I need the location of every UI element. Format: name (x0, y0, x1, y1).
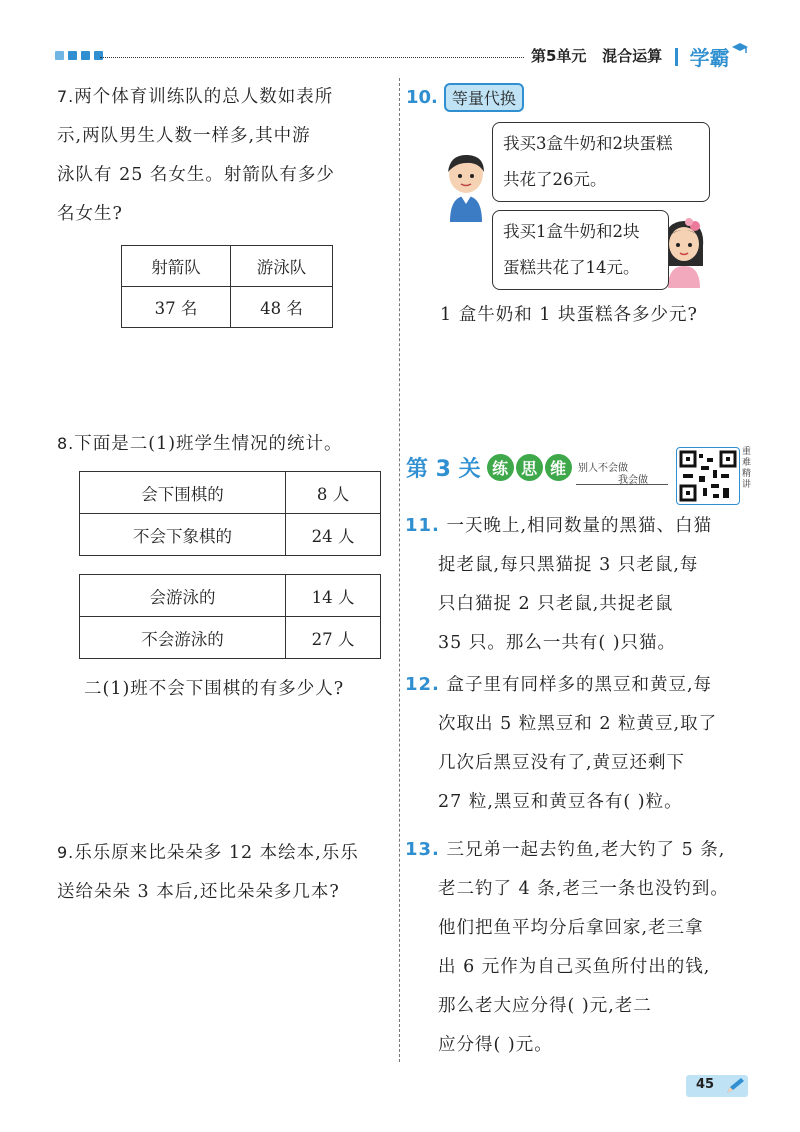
text-line: 乐乐原来比朵朵多 12 本绘本,乐乐 (74, 843, 359, 863)
table-cell: 游泳队 (231, 246, 333, 287)
topic-label: 混合运算 (602, 47, 663, 65)
section-subtitle: 我会做 (618, 475, 648, 486)
topic-tag: 等量代换 (444, 83, 524, 112)
question-number: 11. (405, 515, 440, 536)
table-cell: 24 人 (286, 514, 381, 556)
chess-table (79, 471, 381, 556)
text-line: 只白猫捉 2 只老鼠,共捉老鼠 (438, 594, 674, 614)
question-10-header (406, 83, 524, 112)
brand-logo: 学霸 (689, 46, 730, 70)
unit-label: 第5单元 (531, 47, 587, 65)
text-line: 27 粒,黑豆和黄豆各有( )粒。 (438, 792, 683, 812)
section-char: 练 (487, 454, 514, 481)
text-line: 两个体育训练队的总人数如表所 (74, 87, 334, 107)
table-cell: 会游泳的 (80, 575, 286, 617)
header-separator (675, 48, 678, 66)
section-char: 维 (545, 454, 572, 481)
text-line: 捉老鼠,每只黑猫捉 3 只老鼠,每 (438, 555, 699, 575)
table-cell: 射箭队 (122, 246, 231, 287)
header-title (525, 42, 755, 71)
question-number: 10. (406, 87, 438, 108)
text-line: 盒子里有同样多的黑豆和黄豆,每 (446, 675, 713, 695)
table-cell: 不会下象棋的 (80, 514, 286, 556)
table-cell: 37 名 (122, 287, 231, 328)
table-cell: 27 人 (286, 617, 381, 659)
swim-table (79, 574, 381, 659)
text-line: 那么老大应分得( )元,老二 (438, 996, 652, 1016)
mortarboard-icon (731, 42, 749, 56)
column-divider (399, 78, 400, 1062)
table-cell: 会下围棋的 (80, 472, 286, 514)
question-10-text: 1 盒牛奶和 1 块蛋糕各多少元? (440, 305, 698, 325)
text-line: 三兄弟一起去钓鱼,老大钓了 5 条, (446, 840, 726, 860)
table-cell: 14 人 (286, 575, 381, 617)
section-title: 第 3 关 (406, 457, 481, 482)
text-line: 老二钓了 4 条,老三一条也没钓到。 (438, 879, 729, 899)
question-number: 13. (405, 839, 440, 860)
qr-caption: 重难精讲 (742, 447, 752, 490)
page-number: 45 (696, 1077, 715, 1092)
text-line: 35 只。那么一共有( )只猫。 (438, 633, 677, 653)
bubble-line: 我买1盒牛奶和2块 (503, 222, 640, 241)
table-cell: 不会游泳的 (80, 617, 286, 659)
page-number-badge (686, 1075, 748, 1097)
question-7 (57, 77, 392, 234)
section-subtitle: 别人不会做 (578, 463, 628, 474)
bubble-line: 蛋糕共花了14元。 (503, 258, 640, 277)
text-line: 出 6 元作为自己买鱼所付出的钱, (438, 957, 711, 977)
speech-bubble-boy (492, 122, 710, 202)
text-line: 下面是二(1)班学生情况的统计。 (74, 434, 343, 454)
question-8-text: 二(1)班不会下围棋的有多少人? (84, 679, 345, 699)
question-number: 8. (57, 434, 75, 453)
text-line: 一天晚上,相同数量的黑猫、白猫 (446, 516, 713, 536)
header-decoration (55, 51, 103, 60)
text-line: 泳队有 25 名女生。射箭队有多少 (57, 165, 335, 185)
speech-bubble-girl (492, 210, 669, 290)
pencil-icon (724, 1076, 746, 1096)
boy-icon (442, 150, 490, 222)
team-table (121, 245, 333, 328)
question-12 (405, 665, 785, 822)
section-header (406, 452, 572, 483)
table-cell: 8 人 (286, 472, 381, 514)
question-11 (405, 506, 785, 663)
text-line: 应分得( )元。 (438, 1035, 553, 1055)
text-line: 几次后黑豆没有了,黄豆还剩下 (438, 753, 686, 773)
text-line: 送给朵朵 3 本后,还比朵朵多几本? (57, 882, 340, 902)
table-cell: 48 名 (231, 287, 333, 328)
text-line: 他们把鱼平均分后拿回家,老三拿 (438, 918, 704, 938)
question-number: 9. (57, 843, 75, 862)
bubble-line: 共花了26元。 (503, 170, 607, 189)
section-char: 思 (516, 454, 543, 481)
question-number: 12. (405, 674, 440, 695)
question-13 (405, 830, 785, 1065)
text-line: 次取出 5 粒黑豆和 2 粒黄豆,取了 (438, 714, 718, 734)
text-line: 示,两队男生人数一样多,其中游 (57, 126, 311, 146)
section-arrow (576, 484, 668, 485)
qr-code-icon[interactable] (676, 447, 740, 505)
bubble-line: 我买3盒牛奶和2块蛋糕 (503, 134, 673, 153)
text-line: 名女生? (57, 204, 123, 224)
question-number: 7. (57, 87, 75, 106)
question-9 (57, 833, 395, 912)
question-8 (57, 424, 392, 464)
